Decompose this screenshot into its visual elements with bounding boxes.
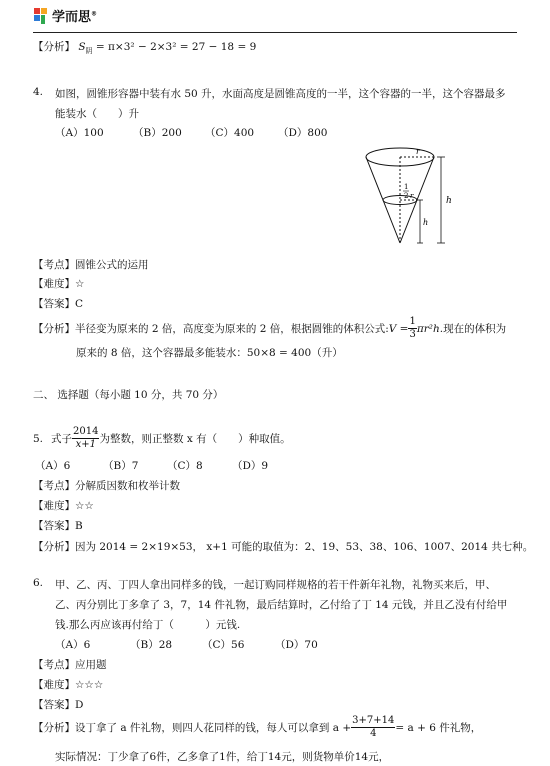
cone-label-r: r bbox=[416, 147, 420, 156]
q6-kaodian: 【考点】应用题 bbox=[33, 659, 107, 671]
q4-line1: 如图，圆锥形容器中装有水 50 升，水面高度是圆锥高度的一半，这个容器的一半，这个容器最多 bbox=[55, 88, 506, 100]
q5-stem: 5. 式子 $\frac{2014}{x+1}$ 为整数，则正整数 x 有（ ）种取值。 bbox=[33, 426, 291, 450]
q4-option-d: （D）800 bbox=[278, 127, 328, 139]
q4-fenxi: 【分析】 半径变为原来的 2 倍，高度变为原来的 2 倍，根据圆锥的体积公式: V = $\frac{1}{3}$ πr²h .现在的体积为 bbox=[33, 316, 507, 340]
q4-option-b: （B）200 bbox=[133, 127, 182, 139]
logo bbox=[33, 6, 97, 25]
cone-figure bbox=[360, 145, 460, 247]
q4-option-a: （A）100 bbox=[55, 127, 104, 139]
cone-label-half-r: r bbox=[410, 192, 414, 200]
q5-option-a: （A）6 bbox=[35, 460, 71, 472]
q4-kaodian: 【考点】圆锥公式的运用 bbox=[33, 259, 149, 271]
cone-label-half-h: h bbox=[423, 218, 429, 227]
cone-label-half-den: 2 bbox=[404, 192, 409, 200]
q5-option-b: （B）7 bbox=[103, 460, 139, 472]
q6-line3: 钱.那么丙应该再付给丁（ ）元钱. bbox=[55, 619, 241, 631]
q6-fenxi: 【分析】 设丁拿了 a 件礼物，则四人花同样的钱，每人可以拿到 a + $\frac{3+7+14}{4}$ = a + 6 件礼物， bbox=[33, 715, 482, 739]
q4-nandu: 【难度】☆ bbox=[33, 278, 85, 290]
q6-option-b: （B）28 bbox=[130, 639, 173, 651]
q5-nandu: 【难度】☆☆ bbox=[33, 500, 94, 512]
q5-option-c: （C）8 bbox=[167, 460, 203, 472]
q6-fenxi-line2: 实际情况：丁少拿了6件，乙多拿了1件，给丁14元，则货物单价14元， bbox=[55, 751, 390, 763]
section2-title: 二、 选择题（每小题 10 分，共 70 分） bbox=[33, 389, 224, 401]
q4-daan: 【答案】C bbox=[33, 298, 84, 310]
q5-kaodian: 【考点】分解质因数和枚举计数 bbox=[33, 480, 180, 492]
cone-label-half-num: 1 bbox=[404, 183, 409, 191]
q6-option-a: （A）6 bbox=[55, 639, 91, 651]
logo-text: 学而思® bbox=[52, 10, 98, 25]
q6-option-d: （D）70 bbox=[275, 639, 318, 651]
top-analysis: 【分析】 $S_阴 = \pi\times 3^2 - 2\times 3^2 = 27 - 18 = 9$ bbox=[33, 41, 257, 56]
q5-option-d: （D）9 bbox=[232, 460, 269, 472]
logo-icon bbox=[33, 7, 49, 25]
q4-number: 4. bbox=[33, 86, 44, 98]
q5-daan: 【答案】B bbox=[33, 520, 83, 532]
q4-option-c: （C）400 bbox=[205, 127, 255, 139]
q4-fenxi-line2: 原来的 8 倍，这个容器最多能装水：50×8 = 400（升） bbox=[76, 347, 343, 359]
q6-line2: 乙、丙分别比丁多拿了 3，7，14 件礼物，最后结算时，乙付给了丁 14 元钱，并且乙没有付给甲 bbox=[55, 599, 508, 611]
header-divider bbox=[33, 32, 517, 33]
q6-option-c: （C）56 bbox=[202, 639, 245, 651]
q6-daan: 【答案】D bbox=[33, 699, 84, 711]
q6-line1: 甲、乙、丙、丁四人拿出同样多的钱，一起订购同样规格的若干件新年礼物，礼物买来后，甲、 bbox=[55, 579, 496, 591]
q4-line2: 能装水（ ）升 bbox=[55, 108, 139, 120]
cone-label-h: h bbox=[446, 196, 452, 206]
q6-nandu: 【难度】☆☆☆ bbox=[33, 679, 104, 691]
q5-fenxi: 【分析】因为 2014 = 2×19×53， x+1 可能的取值为：2、19、53、38、106、1007、2014 共七种。 bbox=[33, 541, 534, 553]
q6-number: 6. bbox=[33, 577, 44, 589]
